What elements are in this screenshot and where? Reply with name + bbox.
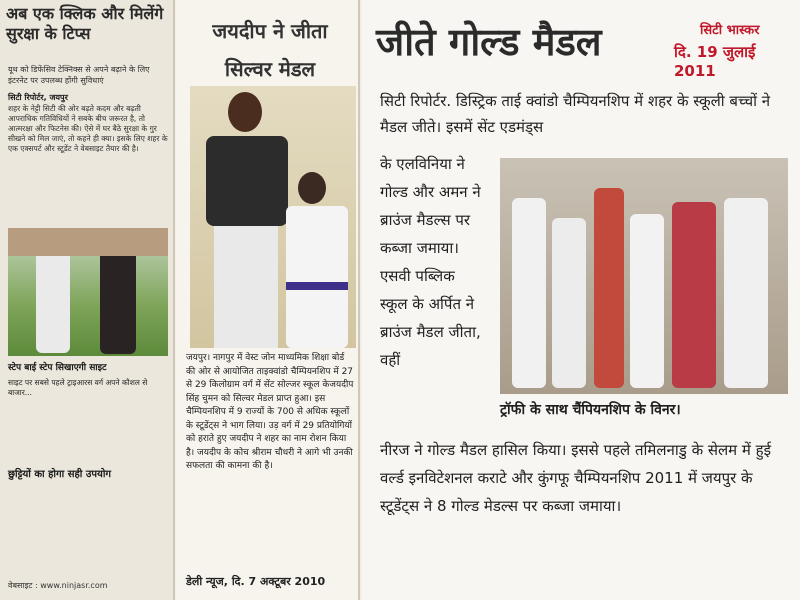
right-winners-photo xyxy=(500,158,788,394)
winner-6 xyxy=(724,198,768,388)
left-photo-caption: स्टेप बाई स्टेप सिखाएगी साइट xyxy=(8,363,107,373)
coach-pants xyxy=(214,226,278,348)
coach-head xyxy=(228,92,262,132)
middle-news-clipping xyxy=(176,0,360,600)
coach-shirt xyxy=(206,136,288,226)
right-lead: सिटी रिपोर्टर. डिस्ट्रिक ताई क्वांडो चैम्पियनशिप में शहर के स्कूली बच्चों ने मैडल जीते। इसमें सेंट एडमंड्स xyxy=(380,92,771,136)
winner-4 xyxy=(630,214,664,388)
right-tail-text: नीरज ने गोल्ड मैडल हासिल किया। इससे पहले तमिलनाडु के सेलम में हुई वर्ल्ड इनविटेशनल कराटे और कुंगफू चैम्पियनशिप 2011 में जयपुर के स्टूडेंट्स ने 8 गोल्ड मेडल्स पर कब्जा जमाया। xyxy=(380,441,771,515)
right-date: दि. 19 जुलाई 2011 xyxy=(674,43,756,80)
right-column-text: के एलविनिया ने गोल्ड और अमन ने ब्राउंज मैडल्स पर कब्जा जमाया। एसवी पब्लिक स्कूल के अर्पित ने ब्राउंज मैडल जीता, वहीं xyxy=(380,155,481,369)
building-backdrop xyxy=(8,228,168,256)
athlete-head xyxy=(298,172,326,204)
left-headline: अब एक क्लिक और मिलेंगे सुरक्षा के टिप्स xyxy=(6,4,164,43)
athlete-dobok xyxy=(286,206,348,348)
winner-1 xyxy=(512,198,546,388)
winner-5 xyxy=(672,202,716,388)
middle-body: जयपुर। नागपुर में वेस्ट जोन माध्यमिक शिक्षा बोर्ड की ओर से आयोजित ताइक्वांडो चैम्पियनशिप में 27 से 29 किलोग्राम वर्ग में सेंट सोल्जर स्कूल केजयदीप सिंह चुमन को सिल्वर मेडल प्राप्त हुआ। इस चैम्पियनशिप में 9 राज्यों के 700 से अधिक स्कूलों के स्टूडेंट्स ने भाग लिया। उड़ वर्ग में 29 प्रतियोगियों को हराते हुए जयदीप ने शहर का नाम रोशन किया है। जयदीप के कोच श्रीराम चौधरी ने आगे भी उनकी सफलता की कामना की है। xyxy=(186,353,354,471)
middle-source: डेली न्यूज, दि. 7 अक्टूबर 2010 xyxy=(186,575,326,588)
right-news-clipping xyxy=(362,0,800,600)
left-news-clipping xyxy=(0,0,175,600)
athlete-belt xyxy=(286,282,348,290)
right-paper-name: सिटी भास्कर xyxy=(700,23,760,38)
right-photo-caption: ट्रॉफी के साथ चैंपियनशिप के विनर। xyxy=(500,402,681,418)
right-headline: जीते गोल्ड मैडल xyxy=(376,20,602,64)
winner-2 xyxy=(552,218,586,388)
left-martial-arts-photo xyxy=(8,228,168,356)
winner-3 xyxy=(594,188,624,388)
middle-headline: जयदीप ने जीता सिल्वर मेडल xyxy=(212,19,328,81)
left-footer: वेबसाइट : www.ninjasr.com xyxy=(8,581,108,590)
left-body: शहर के नेट्टी सिटी की ओर बढ़ते कदम और बढ़ती आपराधिक गतिविधियों ने सबके बीच जरूरत है, तो आत्मरक्षा और फिटनेस की। ऐसे में घर बैठे सुरक्षा के गुर सीखने को मिल जाएं, तो कहने ही क्या। इसके लिए शहर के एक एक्सपर्ट और स्टूडेंट ने वेबसाइट तैयार की है। xyxy=(8,104,168,153)
left-body-2: साइट पर सबसे पहले ट्राइआरस वर्ग अपने कौशल से बाजार... xyxy=(8,378,148,397)
middle-athletes-photo xyxy=(190,86,356,348)
left-subheading: छुट्टियों का होगा सही उपयोग xyxy=(8,469,112,480)
left-subhead: यूथ को डिफेंसिव टेक्निक्स से अपने बढ़ाने के लिए इंटरनेट पर उपलब्ध होंगी सुविधाएं xyxy=(8,65,150,85)
left-byline: सिटी रिपोर्टर, जयपुर xyxy=(8,93,68,102)
